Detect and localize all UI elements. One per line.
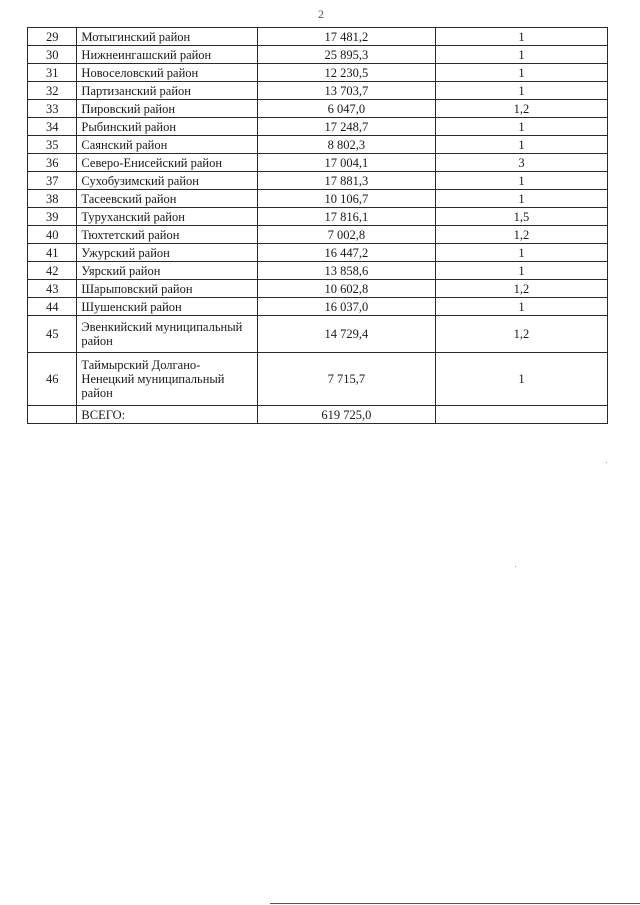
row-number: 42 — [28, 262, 77, 280]
coefficient-value: 1 — [435, 262, 607, 280]
amount-value: 17 481,2 — [257, 28, 435, 46]
district-name: Мотыгинский район — [77, 28, 257, 46]
row-number: 41 — [28, 244, 77, 262]
table-row — [28, 298, 608, 316]
amount-value: 12 230,5 — [257, 64, 435, 82]
table-row — [28, 262, 608, 280]
coefficient-value: 1 — [435, 190, 607, 208]
district-name: Уярский район — [77, 262, 257, 280]
row-number: 37 — [28, 172, 77, 190]
table-row — [28, 118, 608, 136]
amount-value: 6 047,0 — [257, 100, 435, 118]
district-name: Ужурский район — [77, 244, 257, 262]
amount-value: 25 895,3 — [257, 46, 435, 64]
coefficient-value: 1,5 — [435, 208, 607, 226]
district-name: Таймырский Долгано-Ненецкий муниципальный район — [77, 353, 257, 406]
district-name: Нижнеингашский район — [77, 46, 257, 64]
table-row — [28, 353, 608, 406]
district-name: Тасеевский район — [77, 190, 257, 208]
coefficient-value: 1 — [435, 46, 607, 64]
amount-value: 10 602,8 — [257, 280, 435, 298]
table-row — [28, 226, 608, 244]
table-row — [28, 28, 608, 46]
table-row — [28, 244, 608, 262]
coefficient-value: 1,2 — [435, 100, 607, 118]
coefficient-value: 1 — [435, 172, 607, 190]
amount-value: 16 037,0 — [257, 298, 435, 316]
coefficient-value: 1,2 — [435, 226, 607, 244]
row-number: 31 — [28, 64, 77, 82]
scan-speck — [606, 462, 607, 463]
scan-speck — [515, 566, 516, 567]
district-name: Саянский район — [77, 136, 257, 154]
district-name: Пировский район — [77, 100, 257, 118]
district-name: Новоселовский район — [77, 64, 257, 82]
amount-value: 17 816,1 — [257, 208, 435, 226]
table-total-row — [28, 406, 608, 424]
district-name: Эвенкийский муниципальный район — [77, 316, 257, 353]
row-number: 40 — [28, 226, 77, 244]
allocation-table — [27, 27, 608, 424]
total-value: 619 725,0 — [257, 406, 435, 424]
district-name: Туруханский район — [77, 208, 257, 226]
amount-value: 7 715,7 — [257, 353, 435, 406]
table-row — [28, 100, 608, 118]
row-number: 39 — [28, 208, 77, 226]
district-name: Сухобузимский район — [77, 172, 257, 190]
amount-value: 10 106,7 — [257, 190, 435, 208]
coefficient-value: 1 — [435, 118, 607, 136]
table-row — [28, 46, 608, 64]
district-name: Рыбинский район — [77, 118, 257, 136]
amount-value: 8 802,3 — [257, 136, 435, 154]
scan-edge-line — [270, 903, 640, 904]
row-number: 34 — [28, 118, 77, 136]
table-row — [28, 280, 608, 298]
amount-value: 16 447,2 — [257, 244, 435, 262]
table-row — [28, 172, 608, 190]
coefficient-value: 1 — [435, 353, 607, 406]
coefficient-value: 1 — [435, 136, 607, 154]
coefficient-value — [435, 406, 607, 424]
coefficient-value: 1 — [435, 28, 607, 46]
page-number: 2 — [318, 7, 324, 21]
table-row — [28, 190, 608, 208]
district-name: Партизанский район — [77, 82, 257, 100]
row-number: 35 — [28, 136, 77, 154]
amount-value: 13 703,7 — [257, 82, 435, 100]
row-number: 44 — [28, 298, 77, 316]
table-row — [28, 136, 608, 154]
amount-value: 14 729,4 — [257, 316, 435, 353]
coefficient-value: 1,2 — [435, 280, 607, 298]
row-number: 38 — [28, 190, 77, 208]
row-number: 36 — [28, 154, 77, 172]
row-number: 33 — [28, 100, 77, 118]
table-row — [28, 208, 608, 226]
row-number: 29 — [28, 28, 77, 46]
table-row — [28, 316, 608, 353]
coefficient-value: 1 — [435, 298, 607, 316]
table-row — [28, 64, 608, 82]
coefficient-value: 3 — [435, 154, 607, 172]
amount-value: 17 881,3 — [257, 172, 435, 190]
district-name: Шушенский район — [77, 298, 257, 316]
coefficient-value: 1 — [435, 244, 607, 262]
table-row — [28, 82, 608, 100]
table-row — [28, 154, 608, 172]
amount-value: 17 248,7 — [257, 118, 435, 136]
row-number — [28, 406, 77, 424]
row-number: 46 — [28, 353, 77, 406]
amount-value: 7 002,8 — [257, 226, 435, 244]
total-label: ВСЕГО: — [77, 406, 257, 424]
coefficient-value: 1,2 — [435, 316, 607, 353]
row-number: 32 — [28, 82, 77, 100]
row-number: 30 — [28, 46, 77, 64]
district-name: Тюхтетский район — [77, 226, 257, 244]
district-name: Северо-Енисейский район — [77, 154, 257, 172]
amount-value: 13 858,6 — [257, 262, 435, 280]
coefficient-value: 1 — [435, 64, 607, 82]
district-name: Шарыповский район — [77, 280, 257, 298]
coefficient-value: 1 — [435, 82, 607, 100]
row-number: 43 — [28, 280, 77, 298]
row-number: 45 — [28, 316, 77, 353]
amount-value: 17 004,1 — [257, 154, 435, 172]
